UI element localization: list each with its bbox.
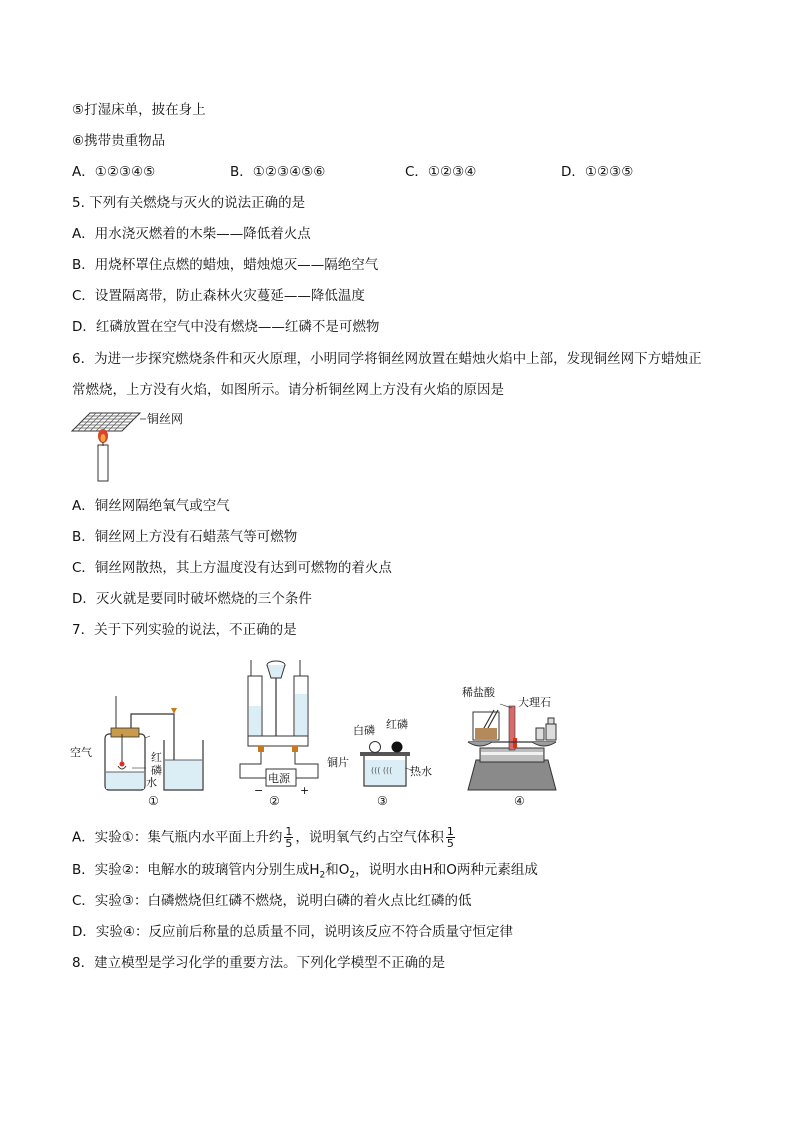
q6-option-d[interactable]: D．灭火就是要同时破坏燃烧的三个条件 [72,591,312,607]
exp3-white-p-label: 白磷 [353,724,375,737]
q5-option-a[interactable]: A．用水浇灭燃着的木柴——降低着火点 [72,226,311,242]
q5-stem: 5. 下列有关燃烧与灭火的说法正确的是 [72,195,306,211]
q4-option-b[interactable]: B．①②③④⑤⑥ [230,164,326,180]
q4-option-c[interactable]: C．①②③④ [405,164,477,180]
q6-stem-line2: 常燃烧，上方没有火焰，如图所示。请分析铜丝网上方没有火焰的原因是 [72,382,504,398]
q7-option-d[interactable]: D．实验④：反应前后称量的总质量不同，说明该反应不符合质量守恒定律 [72,924,513,940]
exp1-red-p-label-1: 红 [151,751,162,764]
exp2-power-label: 电源 [268,772,290,785]
exp4-acid-label: 稀盐酸 [462,686,495,699]
q7-stem: 7．关于下列实验的说法，不正确的是 [72,622,297,638]
q7-option-c[interactable]: C．实验③：白磷燃烧但红磷不燃烧，说明白磷的着火点比红磷的低 [72,893,472,909]
q6-option-c[interactable]: C．铜丝网散热，其上方温度没有达到可燃物的着火点 [72,560,392,576]
q4-item-5: ⑤打湿床单，披在身上 [72,102,206,118]
exp3-red-p-label: 红磷 [386,718,408,731]
q7-option-a[interactable] [72,826,457,849]
q7-option-a-text-2: ，说明氧气约占空气体积 [295,829,444,846]
q5-option-d[interactable]: D．红磷放置在空气中没有燃烧——红磷不是可燃物 [72,319,380,335]
q5-option-c[interactable]: C．设置隔离带，防止森林火灾蔓延——降低温度 [72,288,365,304]
q5-option-b[interactable]: B．用烧杯罩住点燃的蜡烛，蜡烛熄灭——隔绝空气 [72,257,379,273]
q6-mesh-label: 铜丝网 [147,412,184,426]
exp1-water-label: 水 [146,776,157,789]
exp3-copper-label: 铜片 [327,756,349,769]
fraction-one-fifth-2: $\frac{1}{5}$ [446,825,454,850]
svg-text:((( (((: ((( ((( [371,766,393,775]
exp1-number: ① [148,794,159,808]
exp2-plus-label: + [300,784,310,797]
q4-item-6: ⑥携带贵重物品 [72,133,166,149]
q7-experiments-figure [68,648,588,818]
experiment-3-figure [327,717,432,808]
q6-candle-figure [70,405,210,485]
q4-option-a[interactable]: A．①②③④⑤ [72,164,156,180]
exp3-hot-water-label: 热水 [410,765,432,778]
q6-option-b[interactable]: B．铜丝网上方没有石蜡蒸气等可燃物 [72,529,298,545]
q6-stem-line1: 6．为进一步探究燃烧条件和灭火原理，小明同学将铜丝网放置在蜡烛火焰中上部，发现铜丝网下方蜡烛正 [72,351,702,367]
exp4-number: ④ [514,794,525,808]
experiment-2-figure [240,660,318,808]
experiment-4-figure [462,685,556,808]
q6-option-a[interactable]: A．铜丝网隔绝氧气或空气 [72,498,230,514]
exp2-number: ② [269,794,280,808]
q4-option-d[interactable]: D．①②③⑤ [561,164,634,180]
exp1-red-p-label-2: 磷 [151,764,162,777]
q7-option-b[interactable]: B．实验②：电解水的玻璃管内分别生成$H_2$和$O_2$，说明水由H和O两种元素组成 [72,862,538,881]
exp4-marble-label: 大理石 [518,696,551,709]
experiment-1-figure [70,696,203,808]
exp1-air-label: 空气 [70,746,92,759]
exp3-number: ③ [377,794,388,808]
fraction-one-fifth: $\frac{1}{5}$ [285,825,293,850]
exp2-minus-label: − [254,784,264,797]
q7-option-a-text-1: A．实验①：集气瓶内水平面上升约 [72,829,283,846]
q8-stem: 8．建立模型是学习化学的重要方法。下列化学模型不正确的是 [72,955,446,971]
